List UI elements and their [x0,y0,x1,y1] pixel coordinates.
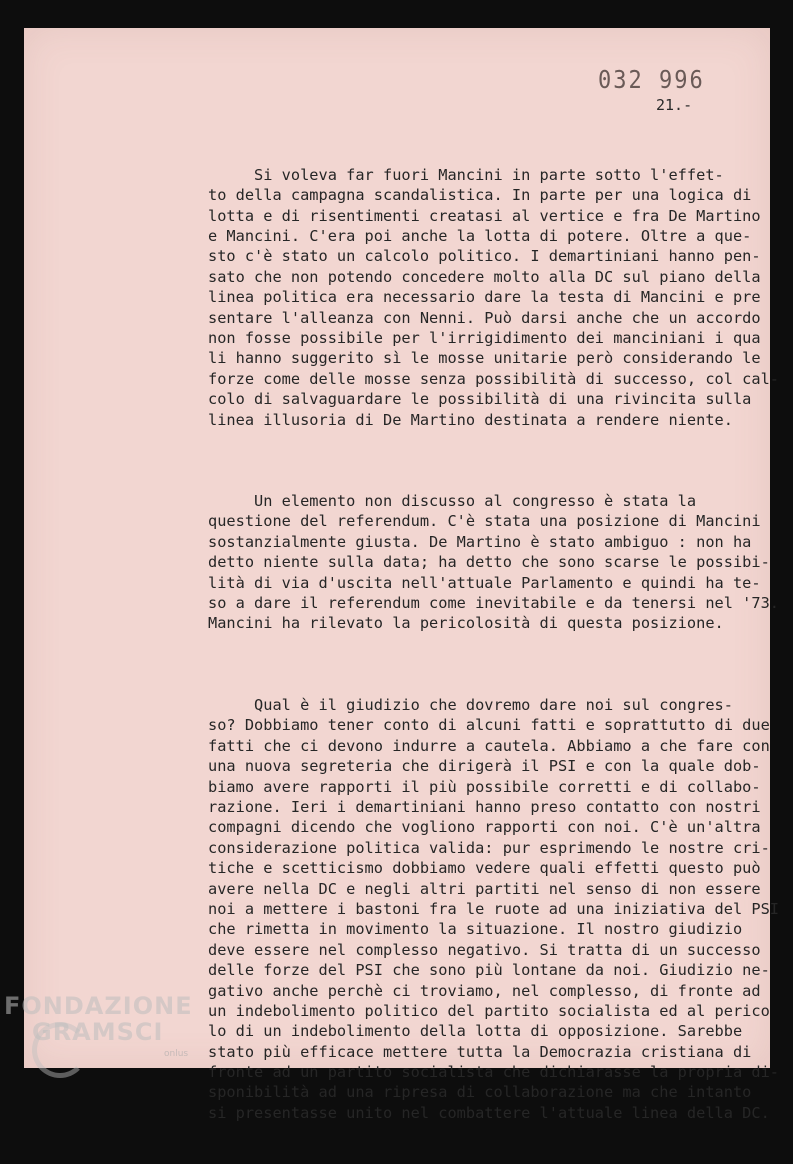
text-line: tiche e scetticismo dobbiamo vedere quali effetti questo può [208,859,761,878]
text-line: noi a mettere i bastoni fra le ruote ad una iniziativa del PSI [208,899,779,918]
page-label: 21.- [656,96,693,114]
watermark-line2: GRAMSCI [32,1018,164,1046]
text-line: sato che non potendo concedere molto alla DC sul piano della [208,267,761,286]
gramsci-logo-icon [32,1022,88,1078]
text-line: una nuova segreteria che dirigerà il PSI e con la quale dob- [208,757,761,776]
watermark-sub: onlus [164,1049,189,1059]
fondazione-gramsci-watermark [4,992,193,1059]
text-line: razione. Ieri i demartiniani hanno preso contatto con nostri [208,797,761,816]
text-line: colo di salvaguardare le possibilità di una rivincita sulla [208,390,752,409]
text-line: to della campagna scandalistica. In parte per una logica di [208,186,752,205]
document-page [24,28,779,1122]
text-line: non fosse possibile per l'irrigidimento dei manciniani i qua [208,328,761,347]
text-line: avere nella DC e negli altri partiti nel senso di non essere [208,879,761,898]
text-line: questione del referendum. C'è stata una posizione di Mancini [208,512,761,531]
text-line: Si voleva far fuori Mancini in parte sotto l'effet- [208,165,724,184]
text-line: che rimetta in movimento la situazione. Il nostro giudizio [208,920,743,939]
document-body [208,124,788,1164]
text-line: si presentasse unito nel combattere l'attuale linea della DC. [208,1103,770,1122]
text-line: fronte ad un partito socialista che dichiarasse la propria di- [208,1063,779,1082]
text-line: Qual è il giudizio che dovremo dare noi sul congres- [208,696,733,715]
watermark-line1: FONDAZIONE [4,992,193,1020]
text-line: forze come delle mosse senza possibilità di successo, col cal- [208,369,779,388]
text-line: biamo avere rapporti il più possibile corretti e di collabo- [208,777,761,796]
text-line: considerazione politica valida: pur esprimendo le nostre cri- [208,838,770,857]
text-line: deve essere nel complesso negativo. Si tratta di un successo [208,940,761,959]
text-line: sentare l'alleanza con Nenni. Può darsi anche che un accordo [208,308,761,327]
text-line: sto c'è stato un calcolo politico. I demartiniani hanno pen- [208,247,761,266]
paragraph [208,165,788,430]
text-line: e Mancini. C'era poi anche la lotta di potere. Oltre a que- [208,226,752,245]
text-line: linea illusoria di De Martino destinata a rendere niente. [208,410,733,429]
text-line: lità di via d'uscita nell'attuale Parlamento e quindi ha te- [208,573,761,592]
text-line: lotta e di risentimenti creatasi al vertice e fra De Martino [208,206,761,225]
text-line: compagni dicendo che vogliono rapporti con noi. C'è un'altra [208,818,761,837]
text-line: fatti che ci devono indurre a cautela. Abbiamo a che fare con [208,736,770,755]
text-line: li hanno suggerito sì le mosse unitarie però considerando le [208,349,761,368]
text-line: so a dare il referendum come inevitabile e da tenersi nel '73. [208,594,779,613]
text-line: Un elemento non discusso al congresso è stata la [208,492,697,511]
text-line: lo di un indebolimento della lotta di opposizione. Sarebbe [208,1022,743,1041]
text-line: gativo anche perchè ci troviamo, nel complesso, di fronte ad [208,981,761,1000]
text-line: un indebolimento politico del partito socialista ed al perico [208,1001,770,1020]
paragraph [208,695,788,1123]
paragraph [208,491,788,634]
text-line: detto niente sulla data; ha detto che sono scarse le possibi- [208,553,770,572]
text-line: delle forze del PSI che sono più lontane da noi. Giudizio ne- [208,961,770,980]
text-line: so? Dobbiamo tener conto di alcuni fatti e soprattutto di due [208,716,770,735]
text-line: stato più efficace mettere tutta la Democrazia cristiana di [208,1042,752,1061]
text-line: sponibilità ad una ripresa di collaborazione ma che intanto [208,1083,752,1102]
text-line: linea politica era necessario dare la testa di Mancini e pre [208,288,761,307]
text-line: sostanzialmente giusta. De Martino è stato ambiguo : non ha [208,532,752,551]
archive-number: 032 996 [598,66,705,95]
text-line: Mancini ha rilevato la pericolosità di questa posizione. [208,614,724,633]
